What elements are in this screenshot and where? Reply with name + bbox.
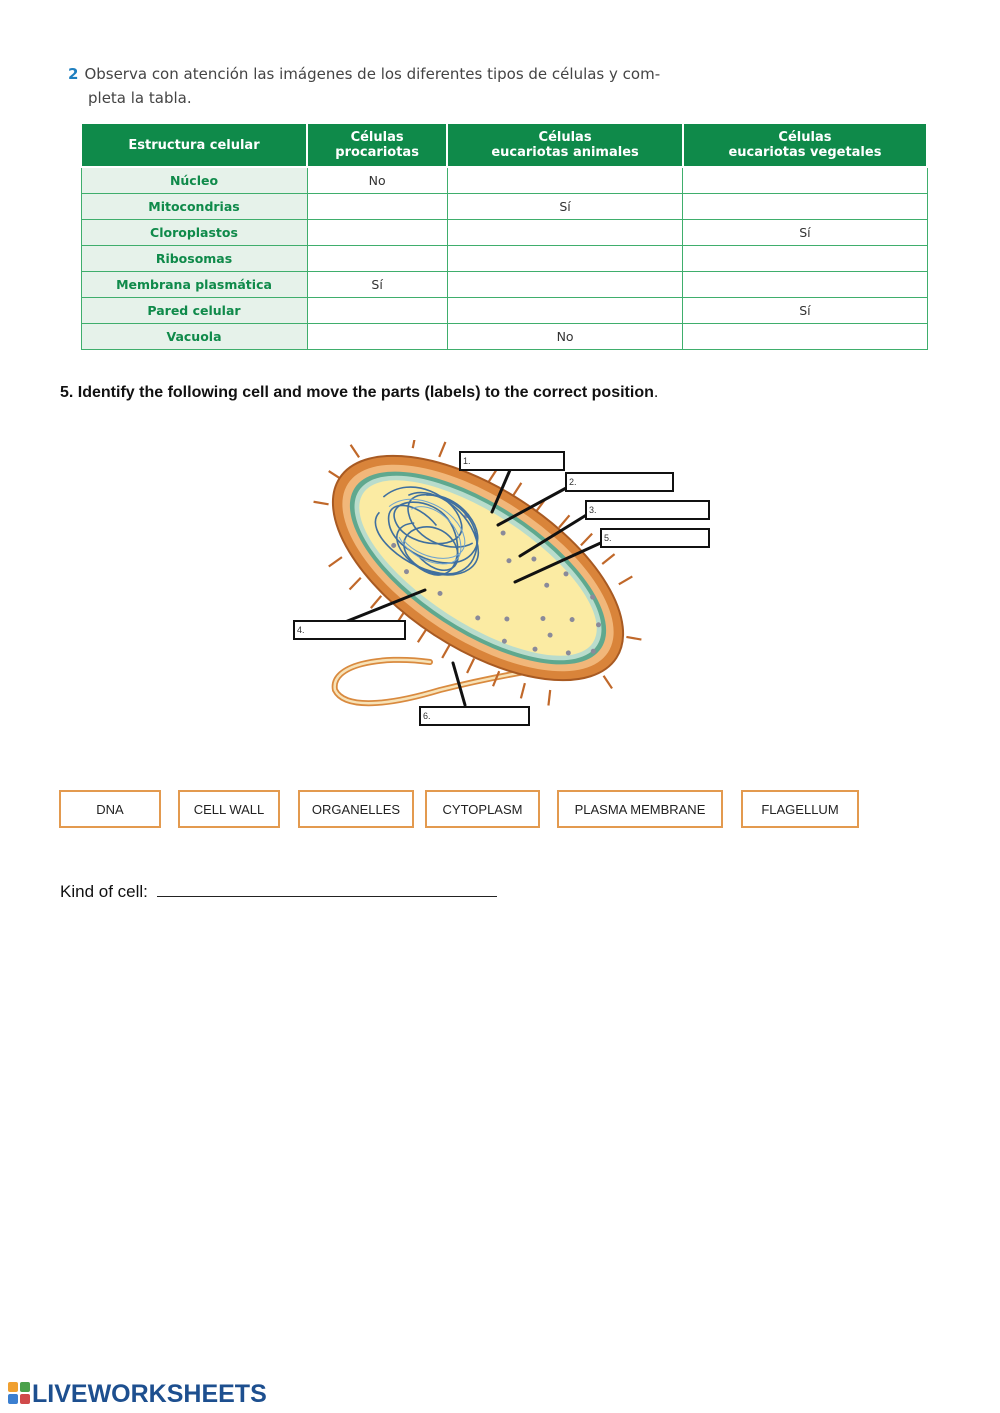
option-cell-wall[interactable]: CELL WALL [178,790,280,828]
table-row [81,194,927,220]
liveworksheets-logo-icon [8,1382,30,1404]
row-label: Ribosomas [81,246,307,272]
kind-of-cell [60,880,497,902]
table-cell[interactable] [307,324,447,350]
table-cell[interactable] [447,220,683,246]
table-cell[interactable]: Sí [683,220,927,246]
header-prokaryotic: Células procariotas [307,123,447,167]
table-cell[interactable]: Sí [447,194,683,220]
drop-box-6[interactable]: 6. [419,706,530,726]
option-dna[interactable]: DNA [59,790,161,828]
table-cell[interactable] [447,246,683,272]
table-row [81,220,927,246]
row-label: Mitocondrias [81,194,307,220]
table-cell[interactable] [447,272,683,298]
table-cell[interactable] [307,246,447,272]
kind-of-cell-label: Kind of cell: [60,882,148,901]
table-cell[interactable] [683,272,927,298]
table-cell[interactable] [683,194,927,220]
drop-box-1[interactable]: 1. [459,451,565,471]
question-5-period: . [653,384,659,401]
question-2-line-1: Observa con atención las imágenes de los diferentes tipos de células y com- [84,65,661,83]
table-cell[interactable] [307,220,447,246]
table-row [81,246,927,272]
header-animal-eukaryotic: Células eucariotas animales [447,123,683,167]
drop-box-5[interactable]: 5. [600,528,710,548]
table-cell[interactable]: No [307,167,447,194]
table-header-row [81,123,927,167]
option-flagellum[interactable]: FLAGELLUM [741,790,859,828]
table-cell[interactable] [307,298,447,324]
question-2 [68,62,768,110]
drop-box-4[interactable]: 4. [293,620,406,640]
table-row [81,272,927,298]
table-cell[interactable]: No [447,324,683,350]
option-plasma-membrane[interactable]: PLASMA MEMBRANE [557,790,723,828]
question-5-text: 5. Identify the following cell and move the parts (labels) to the correct position [60,384,654,401]
footer-brand [8,1380,267,1409]
table-row [81,167,927,194]
question-2-line-2: pleta la tabla. [88,89,192,107]
question-2-number: 2 [68,65,79,83]
row-label: Cloroplastos [81,220,307,246]
row-label: Vacuola [81,324,307,350]
row-label: Núcleo [81,167,307,194]
cell-structure-table [80,122,928,350]
table-cell[interactable] [683,246,927,272]
table-cell[interactable]: Sí [307,272,447,298]
table-cell[interactable] [447,167,683,194]
table-cell[interactable] [683,324,927,350]
header-plant-eukaryotic: Células eucariotas vegetales [683,123,927,167]
brand-name: LIVEWORKSHEETS [32,1380,267,1408]
row-label: Pared celular [81,298,307,324]
table-row [81,298,927,324]
option-cytoplasm[interactable]: CYTOPLASM [425,790,540,828]
question-5 [60,384,658,402]
option-organelles[interactable]: ORGANELLES [298,790,414,828]
row-label: Membrana plasmática [81,272,307,298]
table-cell[interactable] [307,194,447,220]
kind-of-cell-answer-line[interactable] [157,880,497,897]
header-structure: Estructura celular [81,123,307,167]
table-cell[interactable] [683,167,927,194]
table-cell[interactable]: Sí [683,298,927,324]
drop-box-2[interactable]: 2. [565,472,674,492]
drop-box-3[interactable]: 3. [585,500,710,520]
table-row [81,324,927,350]
table-cell[interactable] [447,298,683,324]
